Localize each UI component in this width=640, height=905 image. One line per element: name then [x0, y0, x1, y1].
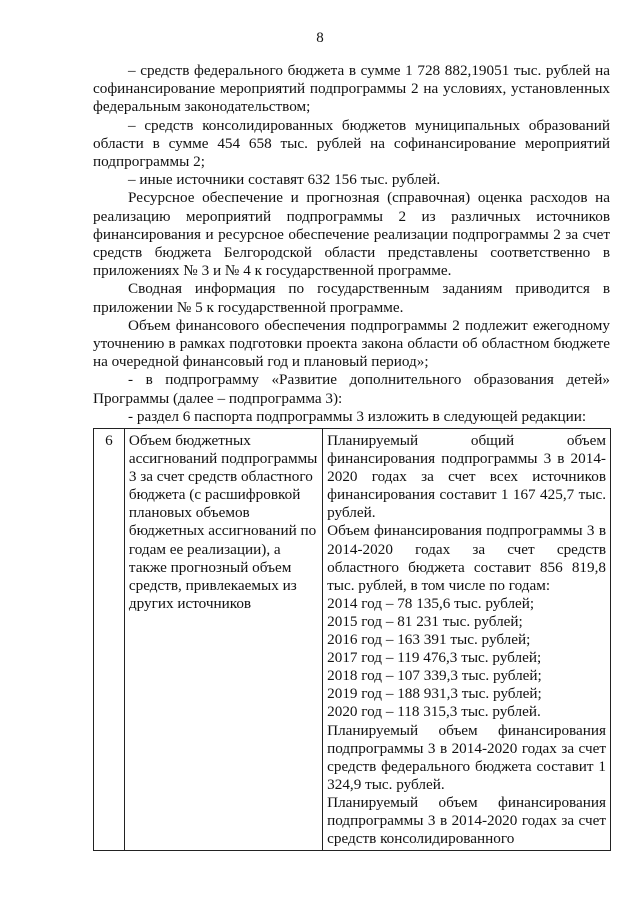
row-content-cell	[323, 429, 611, 851]
row-label-cell: Объем бюджетных ассигнований подпрограммы 3 за счет средств областного бюджета (с расшифровкой плановых объемов бюджетных ассигнований по годам ее реализации), а также прогнозный объем средств, привлекаемых из других источников	[124, 429, 322, 851]
table-row	[94, 429, 611, 851]
paragraph-annual-adjustment: Объем финансового обеспечения подпрограммы 2 подлежит ежегодному уточнению в рамках подготовки проекта закона области об областном бюджете на очередной финансовый год и плановый период»;	[93, 316, 610, 371]
paragraph-other-sources: – иные источники составят 632 156 тыс. рублей.	[128, 171, 441, 189]
year-amount-2014: 2014 год – 78 135,6 тыс. рублей;	[327, 594, 535, 612]
paragraph-municipal-budgets: – средств консолидированных бюджетов муниципальных образований области в сумме 454 658 тыс. рублей на софинансирование мероприятий подпрограммы 2;	[93, 116, 610, 171]
paragraph-federal-budget: – средств федерального бюджета в сумме 1 728 882,19051 тыс. рублей на софинансирование мероприятий подпрограммы 2 на условиях, установленных федеральным законодательством;	[93, 62, 610, 116]
year-amount-2020: 2020 год – 118 315,3 тыс. рублей.	[327, 703, 541, 721]
page-number: 8	[316, 30, 324, 46]
year-amount-2016: 2016 год – 163 391 тыс. рублей;	[327, 631, 531, 649]
year-amount-2018: 2018 год – 107 339,3 тыс. рублей;	[327, 667, 542, 685]
document-body	[93, 62, 610, 426]
total-financing-text: Планируемый общий объем финансирования подпрограммы 3 в 2014-2020 годах за счет всех источников финансирования составит 1 167 425,7 тыс. рублей.	[327, 432, 606, 522]
year-amount-2015: 2015 год – 81 231 тыс. рублей;	[327, 612, 523, 630]
paragraph-state-assignments: Сводная информация по государственным заданиям приводится в приложении № 5 к государственной программе.	[93, 280, 610, 316]
row-number-cell: 6	[94, 429, 125, 851]
consolidated-budget-text: Планируемый объем финансирования подпрограммы 3 в 2014-2020 годах за счет средств консолидированного	[327, 793, 606, 848]
paragraph-subprogram-3-intro: - в подпрограмму «Развитие дополнительного образования детей» Программы (далее – подпрограмма 3):	[93, 371, 610, 407]
passport-table	[93, 428, 611, 851]
paragraph-resource-provision: Ресурсное обеспечение и прогнозная (справочная) оценка расходов на реализацию мероприятий подпрограммы 2 из различных источников финансирования и ресурсное обеспечение реализации подпрограммы 2 за счет средств бюджета Белгородской области представлены соответственно в приложениях № 3 и № 4 к государственной программе.	[93, 189, 610, 280]
paragraph-section-6-edit: - раздел 6 паспорта подпрограммы 3 изложить в следующей редакции:	[128, 407, 587, 425]
federal-budget-text: Планируемый объем финансирования подпрограммы 3 в 2014-2020 годах за счет средств федерального бюджета составит 1 324,9 тыс. рублей.	[327, 721, 606, 793]
regional-budget-text: Объем финансирования подпрограммы 3 в 2014-2020 годах за счет средств областного бюджета составит 856 819,8 тыс. рублей, в том числе по годам:	[327, 522, 606, 594]
year-amount-2017: 2017 год – 119 476,3 тыс. рублей;	[327, 649, 542, 667]
year-amount-2019: 2019 год – 188 931,3 тыс. рублей;	[327, 685, 542, 703]
